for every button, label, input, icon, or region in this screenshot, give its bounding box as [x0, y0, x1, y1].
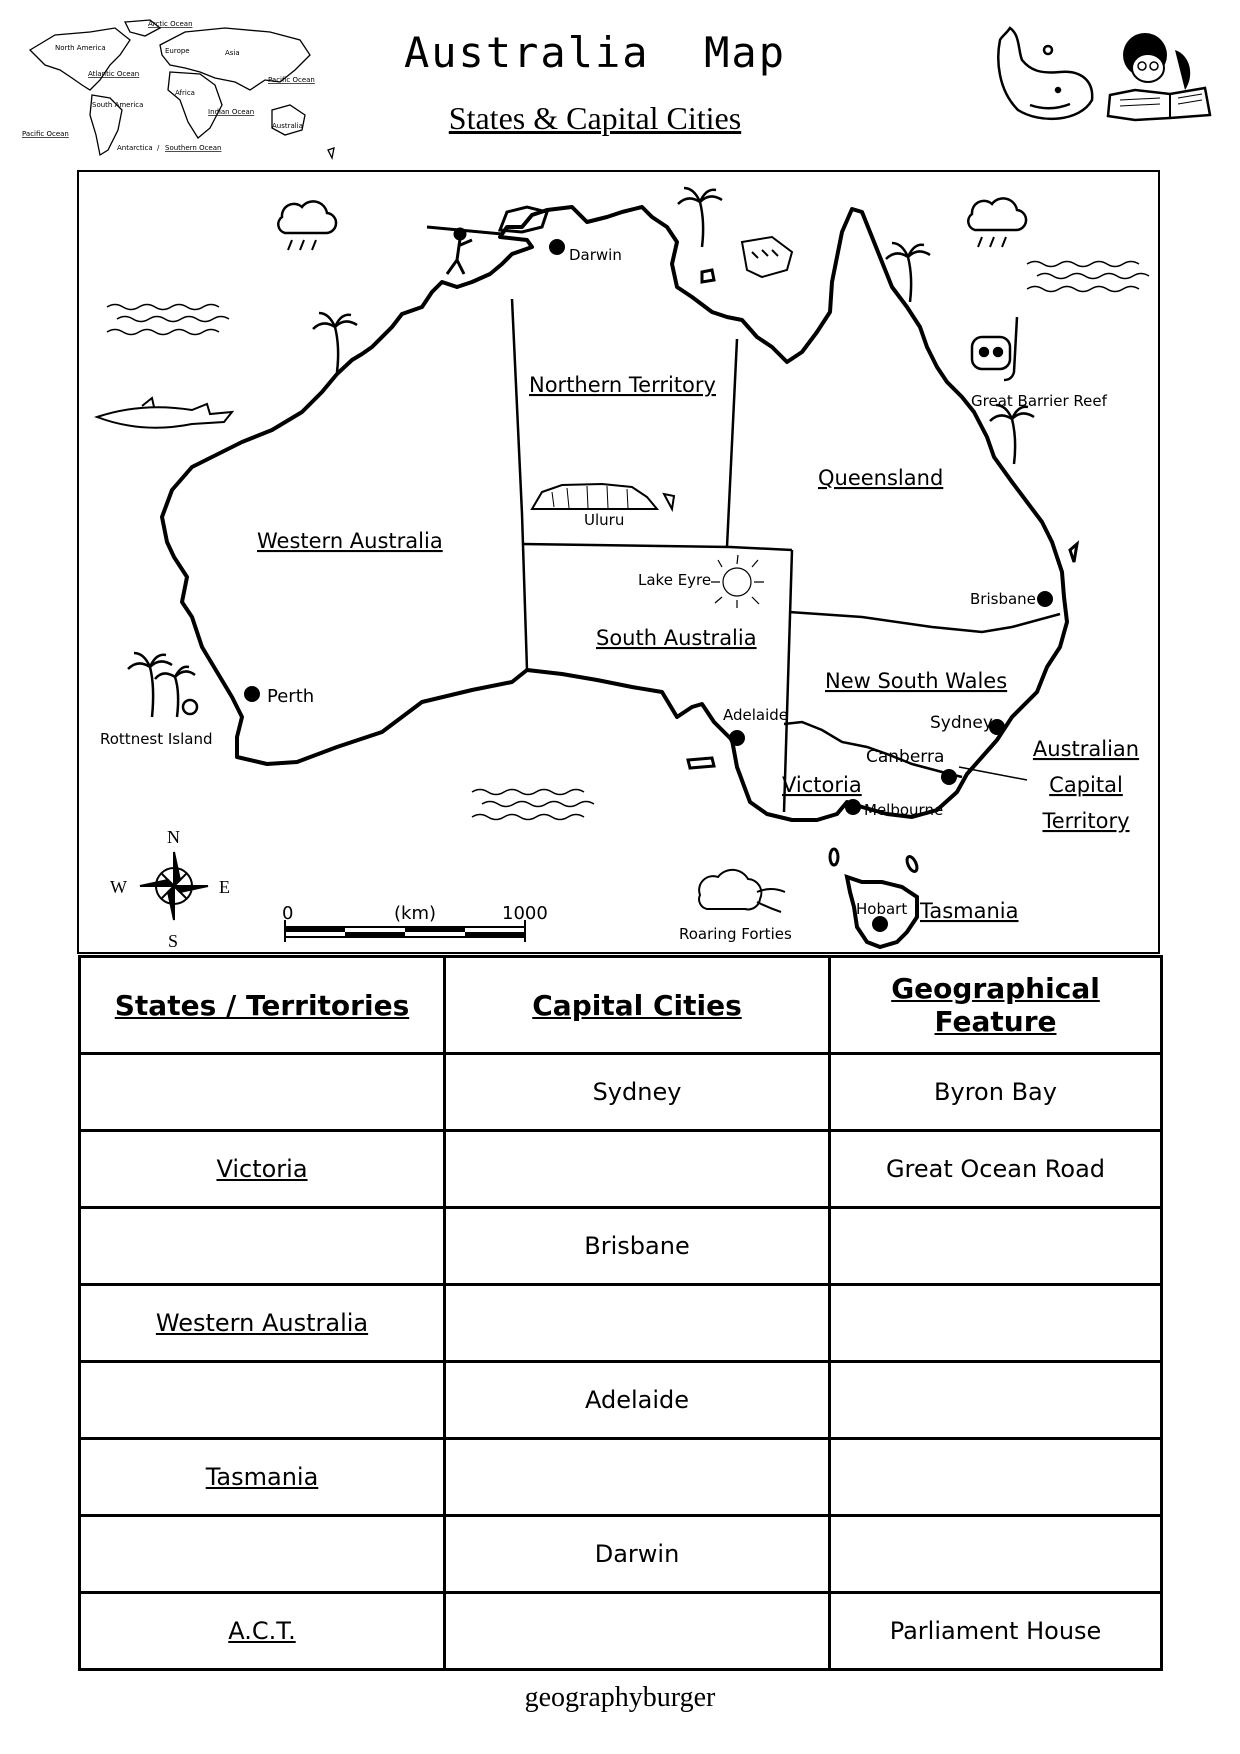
compass-west: W [110, 877, 127, 897]
ocean-waves-icon [107, 305, 229, 335]
shark-icon [97, 398, 232, 428]
cell-feature[interactable] [830, 1285, 1162, 1362]
header-capital-cities: Capital Cities [445, 957, 830, 1054]
label-south-australia: South Australia [596, 626, 757, 650]
cell-state[interactable] [80, 1362, 445, 1439]
table-row [80, 1208, 1162, 1285]
label-europe: Europe [165, 47, 190, 55]
rottnest-palms-icon [128, 653, 197, 717]
australia-small-shape [272, 105, 305, 135]
label-act-line1: Australian [1032, 737, 1140, 761]
label-pacific-ocean-left: Pacific Ocean [22, 130, 69, 138]
city-marker-hobart [872, 916, 888, 932]
border-qld-nsw [789, 612, 1060, 632]
border-wa [512, 299, 527, 670]
scale-start-label: 0 [282, 903, 294, 924]
label-act-line2: Capital [1049, 773, 1123, 797]
map-frame [77, 170, 1160, 954]
header-geographical-feature: Geographical Feature [830, 957, 1162, 1054]
header-illustrations [990, 20, 1220, 125]
gulf-island [702, 270, 714, 282]
header-states-territories: States / Territories [80, 957, 445, 1054]
world-map-thumbnail [10, 10, 340, 170]
cell-feature[interactable]: Parliament House [830, 1593, 1162, 1670]
flinders-island [905, 855, 919, 873]
reading-person-icon [1108, 33, 1210, 120]
cell-state[interactable]: A.C.T. [80, 1593, 445, 1670]
label-uluru: Uluru [584, 511, 625, 529]
north-america-shape [30, 28, 130, 90]
kangaroo-island [688, 758, 714, 768]
label-canberra: Canberra [866, 747, 945, 767]
scale-end-label: 1000 [502, 903, 548, 924]
label-queensland: Queensland [818, 466, 944, 490]
cell-feature[interactable] [830, 1439, 1162, 1516]
label-north-america: North America [55, 44, 106, 52]
cell-state[interactable]: Victoria [80, 1131, 445, 1208]
compass-east: E [219, 877, 230, 897]
table-row [80, 1362, 1162, 1439]
table-row [80, 1516, 1162, 1593]
snorkel-mask-icon [972, 317, 1017, 380]
border-nt-qld [727, 339, 737, 547]
cell-feature[interactable] [830, 1362, 1162, 1439]
city-marker-brisbane [1037, 591, 1053, 607]
label-melbourne: Melbourne [864, 801, 944, 819]
table-row [80, 1285, 1162, 1362]
label-darwin: Darwin [569, 246, 622, 264]
cell-capital[interactable] [445, 1285, 830, 1362]
label-perth: Perth [267, 686, 315, 707]
label-pacific-ocean-right: Pacific Ocean [268, 76, 315, 84]
city-marker-canberra [941, 769, 957, 785]
label-rottnest-island: Rottnest Island [100, 730, 213, 748]
city-marker-melbourne [845, 799, 861, 815]
table-header-row [80, 957, 1162, 1054]
cell-capital[interactable]: Brisbane [445, 1208, 830, 1285]
hunter-figure-icon [427, 227, 502, 274]
ocean-waves-icon [1027, 262, 1149, 292]
australia-map [79, 172, 1158, 952]
lake-eyre-icon [711, 555, 764, 608]
label-northern-territory: Northern Territory [529, 373, 716, 397]
label-adelaide: Adelaide [723, 706, 789, 724]
cell-feature[interactable] [830, 1208, 1162, 1285]
whale-icon [998, 28, 1092, 119]
palm-tree-icon [678, 188, 722, 247]
palm-tree-icon [886, 243, 930, 302]
label-australia: Australia [272, 122, 303, 130]
crocodile-icon [742, 237, 792, 277]
city-marker-perth [244, 686, 260, 702]
scale-unit-label: (km) [394, 903, 437, 924]
cell-capital[interactable]: Darwin [445, 1516, 830, 1593]
cell-feature[interactable] [830, 1516, 1162, 1593]
label-victoria: Victoria [782, 773, 862, 797]
compass-rose-icon [140, 852, 208, 920]
cell-capital[interactable] [445, 1131, 830, 1208]
rain-cloud-icon [968, 198, 1026, 247]
table-row [80, 1593, 1162, 1670]
label-atlantic-ocean: Atlantic Ocean [88, 70, 140, 78]
label-western-australia: Western Australia [257, 529, 443, 553]
label-slash: / [157, 144, 160, 152]
compass-north: N [167, 827, 180, 847]
label-antarctica: Antarctica [117, 144, 153, 152]
cell-capital[interactable] [445, 1439, 830, 1516]
fraser-island [1070, 544, 1077, 562]
label-new-south-wales: New South Wales [825, 669, 1008, 693]
cell-state[interactable] [80, 1516, 445, 1593]
cell-feature[interactable]: Great Ocean Road [830, 1131, 1162, 1208]
cell-capital[interactable]: Sydney [445, 1054, 830, 1131]
cell-capital[interactable]: Adelaide [445, 1362, 830, 1439]
label-south-america: South America [92, 101, 144, 109]
label-africa: Africa [175, 89, 195, 97]
label-southern-ocean: Southern Ocean [165, 144, 222, 152]
cell-state[interactable]: Western Australia [80, 1285, 445, 1362]
antarctica-fragment [328, 148, 334, 158]
label-lake-eyre: Lake Eyre [638, 571, 712, 589]
cell-state[interactable]: Tasmania [80, 1439, 445, 1516]
city-marker-adelaide [729, 730, 745, 746]
label-arctic-ocean: Arctic Ocean [148, 20, 193, 28]
label-sydney: Sydney [930, 713, 993, 733]
label-roaring-forties: Roaring Forties [679, 925, 792, 943]
footer-credit: geographyburger [524, 1682, 716, 1713]
table-row [80, 1054, 1162, 1131]
wind-cloud-icon [699, 870, 785, 912]
label-asia: Asia [225, 49, 240, 57]
rain-cloud-icon [278, 201, 336, 250]
cell-state[interactable] [80, 1054, 445, 1131]
page-subtitle: States & Capital Cities [448, 100, 742, 136]
label-indian-ocean: Indian Ocean [208, 108, 255, 116]
cell-state[interactable] [80, 1208, 445, 1285]
king-island [830, 849, 838, 865]
cell-feature[interactable]: Byron Bay [830, 1054, 1162, 1131]
compass-south: S [168, 931, 179, 951]
table-row [80, 1131, 1162, 1208]
label-great-barrier-reef: Great Barrier Reef [971, 392, 1107, 410]
table-row [80, 1439, 1162, 1516]
label-tasmania: Tasmania [920, 899, 1019, 923]
label-act-line3: Territory [1042, 809, 1130, 833]
worksheet-table [78, 955, 1163, 1671]
label-hobart: Hobart [856, 900, 908, 918]
africa-shape [168, 72, 222, 138]
border-nt-sa [522, 544, 792, 550]
ocean-waves-icon [472, 790, 594, 820]
label-brisbane: Brisbane [970, 590, 1036, 608]
cell-capital[interactable] [445, 1593, 830, 1670]
city-marker-darwin [549, 239, 565, 255]
palm-tree-icon [990, 405, 1034, 464]
page-title: Australia Map [403, 28, 786, 77]
